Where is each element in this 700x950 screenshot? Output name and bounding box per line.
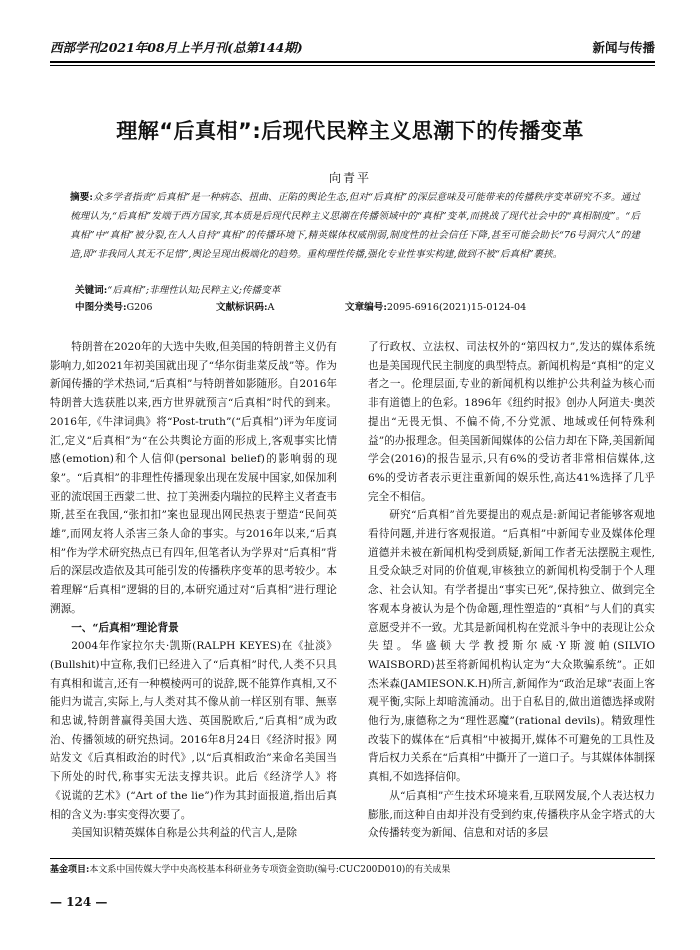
keywords-label: 关键词: (75, 285, 108, 296)
body-column-left (50, 338, 337, 843)
article-number (345, 299, 526, 313)
abstract (70, 188, 640, 264)
article-value: 2095-6916(2021)15-0124-04 (386, 302, 527, 313)
header-rule-thick (50, 61, 655, 63)
section-name: 新闻与传播 (592, 40, 655, 55)
clc-value: G206 (126, 302, 153, 313)
body-paragraph: 研究“后真相”首先要提出的观点是:新闻记者能够客观地看待问题,并进行客观报道。“后真相”中新闻专业及媒体伦理道德并未被在新闻机构受到质疑,新闻工作者无法摆脱主观性,且受众缺乏对同的价值观,审核独立的新闻机构受制于个人理念、社会认知。有学者提出“事实已死”,保持独立、做到完全客观本身被认为是个伪命题,理性塑造的“真相”与人们的真实意愿受并不一致。尤其是新闻机构在党派斗争中的表现让公众失望。华盛顿大学教授斯尔威·Y斯渡帕(SILVIO WAISBORD)甚至将新闻机构认定为“大众欺骗系统”。正如杰米森(JAMIESON.K.H)所言,新闻作为“政治足球”表面上客观平衡,实际上却暗流涌动。出于自私目的,做出道德选择或附他行为,康德称之为“理性恶魔”(rational devils)。精致理性改装下的媒体在“后真相”中被揭开,媒体不可避免的工具性及背后权力关系在“后真相”中撕开了一道口子。与其媒体体制探真相,不如选择信仰。 (368, 509, 655, 784)
abstract-label: 摘要: (70, 192, 93, 203)
footnote-rule (50, 858, 655, 859)
running-header (50, 38, 655, 60)
abstract-text: 众多学者指责“后真相”是一种病态、扭曲、正陷的舆论生态,但对“后真相”的深层意味及可能带来的传播秩序变革研究不多。通过梳理认为,“后真相”发端于西方国家,其本质是后现代民粹主义思潮在传播领域中的“真相”变革,而挑战了现代社会中的“真相制度”。“后真相”中“真相”被分裂,在人人自持“真相”的传播环境下,精英媒体权威削弱,制度性的社会信任下降,甚至可能会助长“76号洞穴人”的建造,即“非我同人其无不足惜”,舆论呈现出极端化的趋势。重构理性传播,强化专业性事实构建,做到不被“后真相”裹挟。 (70, 192, 640, 260)
article-title: 理解“后真相”:后现代民粹主义思潮下的传播变革 (116, 119, 584, 143)
section-heading: 一、“后真相”理论背景 (71, 621, 179, 634)
fund-text: 本文系中国传媒大学中央高校基本科研业务专项资金资助(编号:CUC200D010)的有关成果 (89, 865, 451, 875)
doc-value: A (267, 302, 275, 313)
keywords-text: “后真相”;非理性认知;民粹主义;传播变革 (107, 285, 281, 296)
body-paragraph: 了行政权、立法权、司法权外的“第四权力”,发达的媒体系统也是美国现代民主制度的典型特点。新闻机构是“真相”的定义者之一。伦理层面,专业的新闻机构以维护公共利益为核心而非有道德上的色彩。1896年《纽约时报》创办人阿道夫·奥茨提出“无畏无惧、不偏不倚,不分党派、地域或任何特殊利益”的办报理念。但美国新闻媒体的公信力却在下降,美国新闻学会(2016)的报告显示,只有6%的受访者非常相信媒体,这6%的受访者表示更注重新闻的娱乐性,高达41%选择了几乎完全不相信。 (368, 341, 655, 503)
funding-note (50, 862, 655, 875)
fund-label: 基金项目: (50, 865, 90, 875)
keywords (75, 282, 280, 296)
author-name: 向青平 (328, 171, 371, 185)
document-code (216, 299, 274, 313)
body-paragraph: 特朗普在2020年的大选中失败,但美国的特朗普主义仍有影响力,如2021年初美国就出现了“华尔街韭菜反战”等。作为新闻传播的学术热词,“后真相”与特朗普如影随形。自2016年特朗普大选获胜以来,西方世界就预言“后真相”时代的到来。2016年,《牛津词典》将“Post-truth”(“后真相”)评为年度词汇,定义“后真相”为“在公共舆论方面的形成上,客观事实比情感(emotion)和个人信仰(personal belief)的影响弱的现象”。“后真相”的非理性传播现象出现在发展中国家,如保加利亚的流氓国王西蒙二世、拉丁美洲委内瑞拉的民粹主义者查韦斯,甚至在我国,“张扣扣”案也显现出网民热衷于塑造“民间英雄”,而网友将人杀害三条人命的事实。与2016年以来,“后真相”作为学术研究热点已有四年,但笔者认为学界对“后真相”背后的深层改造依及其可能引发的传播秩序变革的思考较少。本着理解“后真相”逻辑的目的,本研究通过对“后真相”进行理论溯源。 (50, 341, 337, 615)
journal-name: 西部学刊2021年08月上半月刊(总第144期) (50, 40, 303, 55)
body-paragraph: 从“后真相”产生技术环境来看,互联网发展,个人表达权力膨胀,而这种自由却并没有受到约束,传播秩序从金字塔式的大众传播转变为新闻、信息和对话的多层 (368, 789, 655, 840)
body-paragraph: 美国知识精英媒体自称是公共利益的代言人,是除 (71, 827, 298, 840)
clc-number (75, 299, 153, 313)
header-rule-thin (50, 65, 655, 66)
body-column-right (368, 338, 655, 843)
clc-label: 中图分类号: (75, 302, 127, 313)
body-paragraph: 2004年作家拉尔夫·凯斯(RALPH KEYES)在《扯淡》(Bullshit)中宣称,我们已经进入了“后真相”时代,人类不只具有真相和谎言,还有一种模棱两可的说辞,既不能算作真相,又不能归为谎言,实际上,与人类对其不像从前一样区别有罪、無辜和忠诚,特朗普赢得美国大选、英国脱欧后,“后真相”成为政治、传播领域的研究热词。2016年8月24日《经济时报》网站发文《后真相政治的时代》,以“后真相政治”来命名美国当下所处的时代,称事实无法支撑共识。此后《经济学人》将《说谎的艺术》(“Art of the lie”)作为其封面报道,指出后真相的含义为:事实变得次要了。 (50, 640, 337, 821)
article-label: 文章编号: (345, 302, 387, 313)
page-number: — 124 — (50, 895, 108, 909)
doc-label: 文献标识码: (216, 302, 268, 313)
